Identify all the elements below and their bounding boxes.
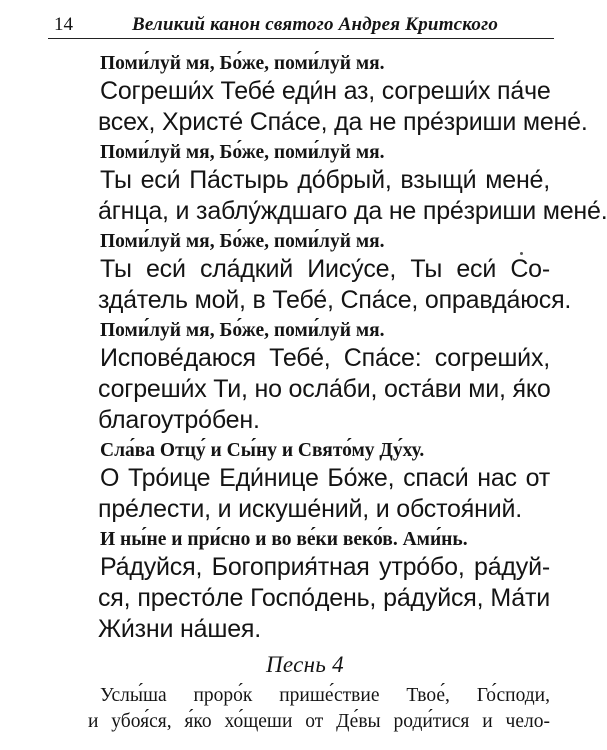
running-title: Великий канон святого Андрея Критского bbox=[132, 14, 499, 35]
verse-line: а́гнца, и заблу́ждшаго да не пре́зриши мене́. bbox=[98, 197, 607, 225]
verse-line: согреши́х Ти, но осла́би, оста́ви ми, я́ко bbox=[98, 375, 551, 403]
verse-line: всех, Христе́ Спа́се, да не пре́зриши мене́. bbox=[98, 108, 588, 136]
verse-line: Ра́дуйся, Богоприя́тная утро́бо, ра́дуй- bbox=[100, 553, 550, 581]
verse-line: Испове́даюся Тебе́, Спа́се: согреши́х, bbox=[100, 344, 550, 372]
verse-line: Жи́зни на́шея. bbox=[98, 615, 261, 643]
irmos-line: Услы́ша проро́к прише́ствие Твое́, Го́споди, bbox=[100, 685, 550, 706]
irmos-line: и убоя́ся, я́ко хо́щеши от Де́вы роди́тися и чело- bbox=[88, 711, 550, 732]
refrain: Поми́луй мя, Бо́же, поми́луй мя. bbox=[100, 231, 385, 252]
verse-line: Ты еси́ Па́стырь до́брый, взыщи́ мене́, bbox=[100, 166, 550, 194]
print-speck bbox=[520, 252, 523, 255]
verse-line: Согреши́х Тебе́ еди́н аз, согреши́х па́че bbox=[100, 77, 551, 105]
verse-line: зда́тель мой, в Тебе́, Спа́се, оправда́юся. bbox=[98, 286, 572, 314]
doxology-refrain: Сла́ва Отцу́ и Сы́ну и Свято́му Ду́ху. bbox=[100, 440, 425, 461]
verse-line: О Тро́ице Еди́нице Бо́же, спаси́ нас от bbox=[100, 464, 550, 492]
ode-heading: Песнь 4 bbox=[266, 652, 344, 677]
doxology-refrain: И ны́не и при́сно и во ве́ки веко́в. Ами́нь. bbox=[100, 529, 468, 550]
refrain: Поми́луй мя, Бо́же, поми́луй мя. bbox=[100, 53, 385, 74]
page-number: 14 bbox=[54, 14, 73, 35]
verse-line: ся, престо́ле Госпо́день, ра́дуйся, Ма́ти bbox=[98, 584, 550, 612]
canon-text bbox=[98, 52, 607, 645]
verse-line: благоутро́бен. bbox=[98, 406, 260, 434]
verse-line: пре́лести, и искуше́ний, и обстоя́ний. bbox=[98, 495, 522, 523]
irmos-text bbox=[88, 683, 550, 735]
refrain: Поми́луй мя, Бо́же, поми́луй мя. bbox=[100, 142, 385, 163]
verse-line: Ты еси́ сла́дкий Иису́се, Ты еси́ Со- bbox=[100, 255, 550, 283]
refrain: Поми́луй мя, Бо́же, поми́луй мя. bbox=[100, 320, 385, 341]
running-head bbox=[48, 12, 554, 39]
